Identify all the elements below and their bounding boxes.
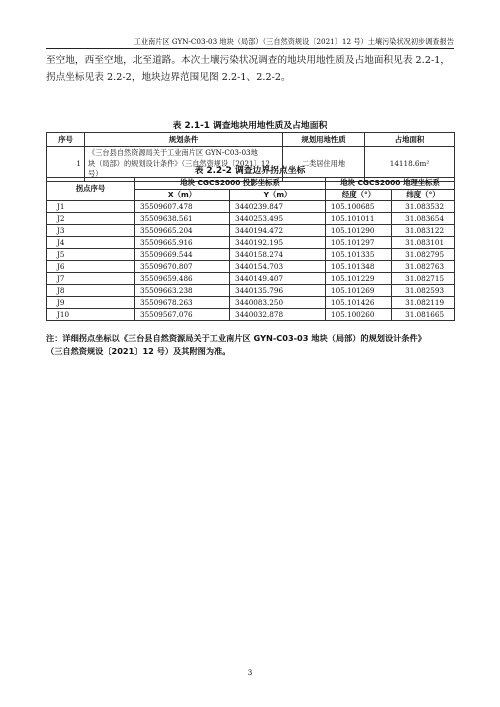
boundary-coordinates-table xyxy=(46,177,455,321)
cell-y: 3440253.495 xyxy=(230,213,326,225)
cell-lat: 31.083654 xyxy=(392,213,455,225)
cell-lat: 31.083101 xyxy=(392,237,455,249)
col-header-point: 拐点序号 xyxy=(47,178,135,201)
col-header-no: 序号 xyxy=(47,133,85,147)
cell-lon: 105.101229 xyxy=(326,273,392,285)
coordinate-rows xyxy=(47,201,455,321)
col-group-geographic: 地块 CGCS2000 地理坐标系 xyxy=(326,178,455,190)
cell-lat: 31.083122 xyxy=(392,225,455,237)
cell-y: 3440149.407 xyxy=(230,273,326,285)
cell-point: J4 xyxy=(47,237,135,249)
cell-lat: 31.082795 xyxy=(392,249,455,261)
note-line: 注：详细拐点坐标以《三台县自然资源局关于工业南片区 GYN-C03-03 地块（局部）的规划设计条件》 xyxy=(46,333,426,343)
col-header-condition: 规划条件 xyxy=(85,133,283,147)
cell-y: 3440032.878 xyxy=(230,309,326,321)
cell-point: J3 xyxy=(47,225,135,237)
cell-y: 3440194.472 xyxy=(230,225,326,237)
cell-x: 35509663.238 xyxy=(135,285,230,297)
body-line: 至空地，西至空地，北至道路。本次土壤污染状况调查的地块用地性质及占地面积见表 2.2-1， xyxy=(46,55,451,66)
cell-lat: 31.082119 xyxy=(392,297,455,309)
cell-y: 3440083.250 xyxy=(230,297,326,309)
cell-lat: 31.082763 xyxy=(392,261,455,273)
col-header-lat: 纬度（°） xyxy=(392,189,455,201)
table-row xyxy=(47,297,455,309)
table-row xyxy=(47,249,455,261)
cell-point: J6 xyxy=(47,261,135,273)
cell-x: 35509607.478 xyxy=(135,201,230,213)
table-row xyxy=(47,273,455,285)
col-group-projected: 地块 CGCS2000 投影坐标系 xyxy=(135,178,326,190)
cell-y: 3440192.195 xyxy=(230,237,326,249)
cell-y: 3440154.703 xyxy=(230,261,326,273)
cell-point: J9 xyxy=(47,297,135,309)
cell-lon: 105.100685 xyxy=(326,201,392,213)
condition-line: 号） xyxy=(88,169,103,178)
table-row xyxy=(47,261,455,273)
table-header-row xyxy=(47,178,455,190)
cell-point: J5 xyxy=(47,249,135,261)
page-header: 工业南片区 GYN-C03-03 地块（局部）（三自然资规设〔2021〕12 号）土壤污染状况初步调查报告 xyxy=(133,37,454,46)
table-row xyxy=(47,285,455,297)
cell-lon: 105.101335 xyxy=(326,249,392,261)
table-row xyxy=(47,213,455,225)
cell-x: 35509665.204 xyxy=(135,225,230,237)
cell-point: J2 xyxy=(47,213,135,225)
cell-y: 3440158.274 xyxy=(230,249,326,261)
cell-x: 35509659.486 xyxy=(135,273,230,285)
condition-line: 块（局部）的规划设计条件》（三自然资规设〔2021〕12 xyxy=(88,158,270,168)
header-divider xyxy=(46,48,454,49)
table-row xyxy=(47,225,455,237)
cell-lat: 31.083532 xyxy=(392,201,455,213)
cell-lon: 105.101011 xyxy=(326,213,392,225)
col-header-y: Y（m） xyxy=(230,189,326,201)
col-header-use: 规划用地性质 xyxy=(283,133,365,147)
cell-x: 35509665.916 xyxy=(135,237,230,249)
cell-point: J1 xyxy=(47,201,135,213)
cell-lon: 105.100260 xyxy=(326,309,392,321)
table-row xyxy=(47,309,455,321)
condition-line: 《三台县自然资源局关于工业南片区 GYN-C03-03地 xyxy=(88,148,258,157)
cell-x: 35509670.807 xyxy=(135,261,230,273)
cell-x: 35509678.263 xyxy=(135,297,230,309)
cell-y: 3440239.847 xyxy=(230,201,326,213)
cell-lon: 105.101426 xyxy=(326,297,392,309)
body-line: 拐点坐标见表 2.2-2，地块边界范围见图 2.2-1、2.2-2。 xyxy=(46,72,291,83)
cell-point: J7 xyxy=(47,273,135,285)
table-row xyxy=(47,237,455,249)
cell-lat: 31.082715 xyxy=(392,273,455,285)
cell-point: J10 xyxy=(47,309,135,321)
cell-y: 3440135.796 xyxy=(230,285,326,297)
cell-x: 35509638.561 xyxy=(135,213,230,225)
cell-point: J8 xyxy=(47,285,135,297)
note-line: （三自然资规设〔2021〕12 号）及其附图为准。 xyxy=(46,345,231,356)
table-note xyxy=(46,332,454,357)
cell-x: 35509567.076 xyxy=(135,309,230,321)
col-header-area: 占地面积 xyxy=(365,133,455,147)
cell-lon: 105.101297 xyxy=(326,237,392,249)
body-paragraph xyxy=(46,52,454,86)
cell-lon: 105.101269 xyxy=(326,285,392,297)
cell-lon: 105.101348 xyxy=(326,261,392,273)
table-2-caption: 表 2.2-2 调查边界拐点坐标 xyxy=(194,166,306,176)
col-header-lon: 经度（°） xyxy=(326,189,392,201)
cell-area: 14118.6m² xyxy=(365,147,455,182)
page-number: 3 xyxy=(247,668,253,677)
col-header-x: X（m） xyxy=(135,189,230,201)
table-1-caption: 表 2.1-1 调查地块用地性质及占地面积 xyxy=(172,121,328,131)
cell-lon: 105.101290 xyxy=(326,225,392,237)
cell-no: 1 xyxy=(47,147,85,182)
cell-x: 35509669.544 xyxy=(135,249,230,261)
cell-use: 二类居住用地 xyxy=(283,147,365,182)
cell-lat: 31.081665 xyxy=(392,309,455,321)
cell-lat: 31.082593 xyxy=(392,285,455,297)
table-row xyxy=(47,201,455,213)
table-header-row xyxy=(47,133,455,147)
